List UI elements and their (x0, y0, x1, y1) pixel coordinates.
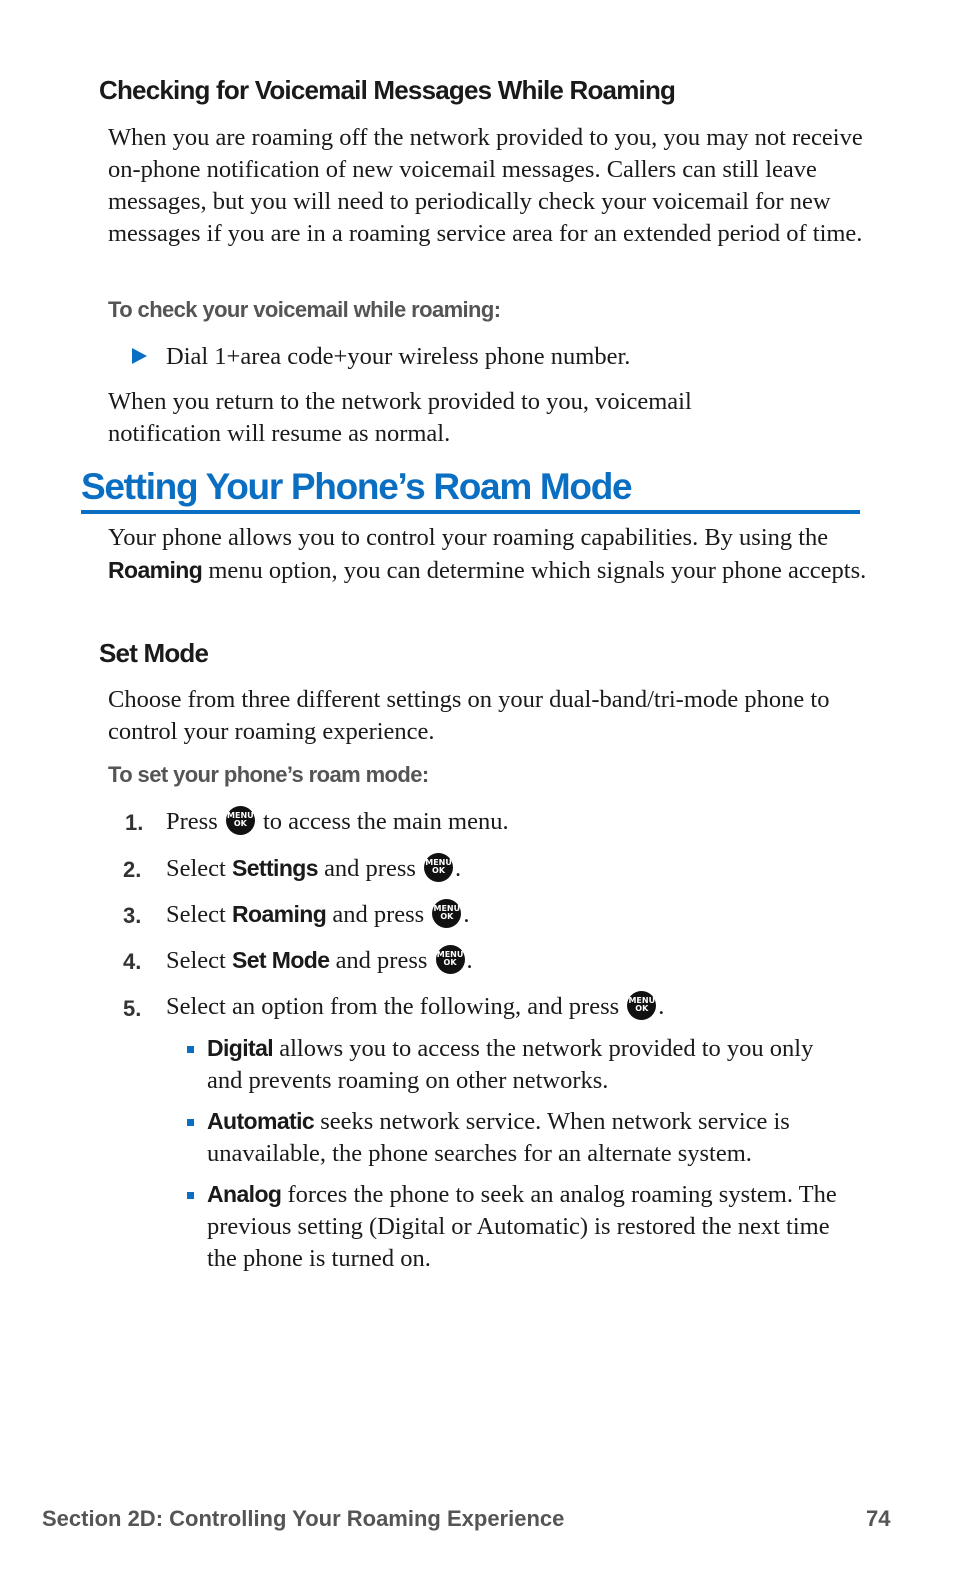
step-4 (166, 944, 473, 977)
voicemail-paragraph: When you are roaming off the network provided to you, you may not receive on-phone notification of new voicemail messages. Callers can still leave messages, but you will need to periodically check your voicemail for new messages if you are in a roaming service area for an extended period of time. (108, 124, 863, 247)
step-end: . (455, 855, 462, 882)
voicemail-heading: Checking for Voicemail Messages While Roaming (99, 75, 676, 105)
page-number: 74 (866, 1506, 891, 1531)
intro-text-before: Your phone allows you to control your roaming capabilities. By using the (108, 524, 829, 551)
intro-keyword-roaming: Roaming (108, 557, 203, 583)
option-keyword: Digital (207, 1035, 274, 1061)
step-keyword: Roaming (232, 901, 327, 927)
menu-ok-key-icon (226, 806, 255, 835)
menu-key-bottom-label: OK (440, 911, 454, 921)
set-mode-paragraph: Choose from three different settings on your dual-band/tri-mode phone to control your roaming experience. (108, 686, 830, 745)
option-text: seeks network service. When network service is unavailable, the phone searches for an alternate system. (207, 1108, 790, 1167)
menu-key-top-label: MENU (433, 903, 461, 913)
menu-key-top-label: MENU (436, 949, 464, 959)
roam-mode-intro (108, 522, 868, 587)
step-number: 5. (123, 996, 142, 1021)
menu-key-top-label: MENU (227, 810, 254, 820)
voicemail-procedure-label: To check your voicemail while roaming: (108, 297, 501, 322)
step-keyword: Set Mode (232, 947, 330, 973)
set-mode-procedure-label: To set your phone’s roam mode: (108, 762, 429, 787)
menu-key-bottom-label: OK (432, 865, 446, 875)
option-bullet-icon (187, 1192, 194, 1199)
option-keyword: Analog (207, 1181, 282, 1207)
step-end: . (463, 901, 470, 928)
step-number: 3. (123, 903, 142, 928)
step-end: . (658, 993, 665, 1020)
menu-ok-key-icon (436, 945, 465, 974)
menu-key-bottom-label: OK (443, 957, 457, 967)
step-text: Select (166, 947, 226, 974)
step-number: 1. (125, 810, 144, 835)
step-text: Select (166, 901, 226, 928)
step-keyword: Settings (232, 855, 318, 881)
section-title-rule (81, 510, 860, 514)
step-text: and press (335, 947, 428, 974)
step-5 (166, 991, 664, 1023)
step-1 (166, 806, 509, 838)
step-text: and press (324, 855, 416, 882)
step-3 (166, 898, 469, 931)
step-text: Press (166, 808, 218, 835)
option-analog (207, 1178, 847, 1275)
menu-key-bottom-label: OK (635, 1003, 649, 1013)
arrow-bullet-icon (132, 348, 147, 364)
voicemail-bullet-text: Dial 1+area code+your wireless phone number. (166, 343, 631, 370)
section-title: Setting Your Phone’s Roam Mode (81, 466, 632, 507)
option-bullet-icon (187, 1046, 194, 1053)
step-text: and press (332, 901, 425, 928)
step-text: Select (166, 855, 226, 882)
step-text: to access the main menu. (262, 808, 509, 835)
step-number: 4. (123, 949, 142, 974)
menu-ok-key-icon (627, 991, 656, 1020)
menu-key-top-label: MENU (628, 995, 656, 1005)
footer-section-label: Section 2D: Controlling Your Roaming Experience (42, 1506, 565, 1531)
menu-ok-key-icon (432, 899, 461, 928)
option-bullet-icon (187, 1119, 194, 1126)
option-digital (207, 1032, 847, 1097)
intro-text-after: menu option, you can determine which signals your phone accepts. (208, 557, 867, 584)
menu-ok-key-icon (424, 853, 453, 882)
step-2 (166, 852, 461, 885)
step-number: 2. (123, 857, 142, 882)
step-end: . (466, 947, 473, 974)
option-text: forces the phone to seek an analog roaming system. The previous setting (Digital or Automatic) is restored the next time the phone is turned on. (207, 1181, 837, 1272)
voicemail-closing: When you return to the network provided to you, voicemail notification will resume as normal. (108, 388, 692, 447)
option-automatic (207, 1105, 857, 1170)
set-mode-heading: Set Mode (99, 638, 209, 668)
menu-key-bottom-label: OK (233, 818, 247, 828)
menu-key-top-label: MENU (425, 857, 452, 867)
step-text: Select an option from the following, and press (166, 993, 620, 1020)
option-text: allows you to access the network provided to you only and prevents roaming on other networks. (207, 1035, 814, 1094)
option-keyword: Automatic (207, 1108, 315, 1134)
